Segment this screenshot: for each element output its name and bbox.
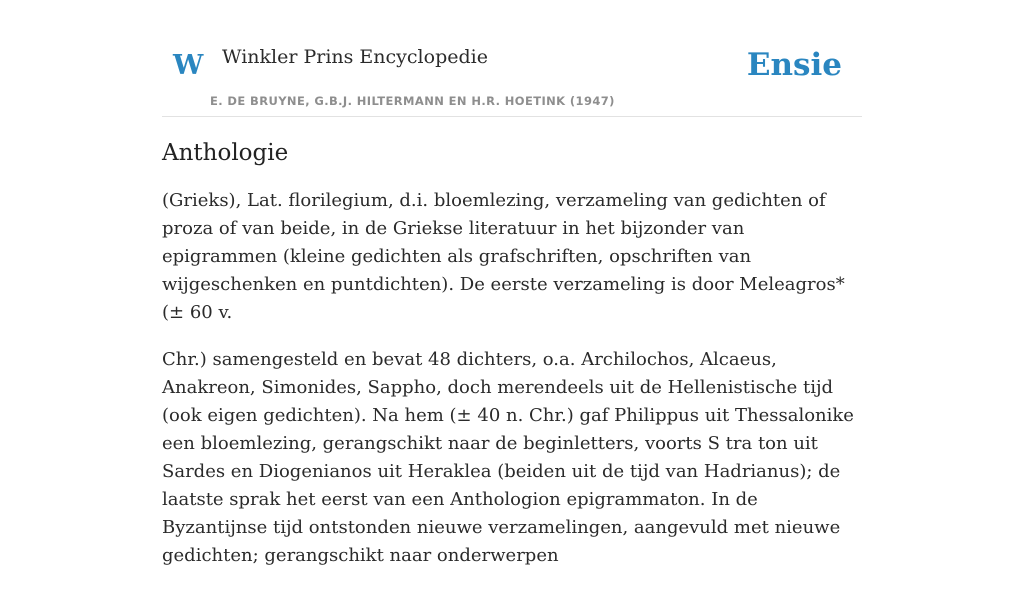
ensie-brand-link[interactable]: Ensie [746, 47, 842, 83]
source-title-link[interactable]: Winkler Prins Encyclopedie [222, 46, 488, 68]
article-paragraph-2: Chr.) samengesteld en bevat 48 dichters, o.a. Archilochos, Alcaeus, Anakreon, Simonides, Sappho, doch merendeels uit de Hellenistische tijd (ook eigen gedichten). Na hem (± 40 n. Chr.) gaf Philippus uit Thessalonike een bloemlezing, gerangschikt naar de beginletters, voorts S tra ton uit Sardes en Diogenianos uit Heraklea (beiden uit de tijd van Hadrianus); de laatste sprak het eerst van een Anthologion epigrammaton. In de Byzantijnse tijd ontstonden nieuwe verzamelingen, aangevuld met nieuwe gedichten; gerangschikt naar onderwerpen [162, 348, 854, 566]
winkler-prins-logo[interactable]: W [173, 50, 204, 81]
article-title: Anthologie [162, 140, 289, 166]
source-header [162, 0, 862, 117]
source-authors: E. DE BRUYNE, G.B.J. HILTERMANN EN H.R. HOETINK (1947) [210, 94, 615, 108]
article [162, 139, 862, 589]
article-paragraph-1: (Grieks), Lat. florilegium, d.i. bloemlezing, verzameling van gedichten of proza of van beide, in de Griekse literatuur in het bijzonder van epigrammen (kleine gedichten als grafschriften, opschriften van wijgeschenken en puntdichten). De eerste verzameling is door Meleagros* (± 60 v. [162, 189, 845, 323]
